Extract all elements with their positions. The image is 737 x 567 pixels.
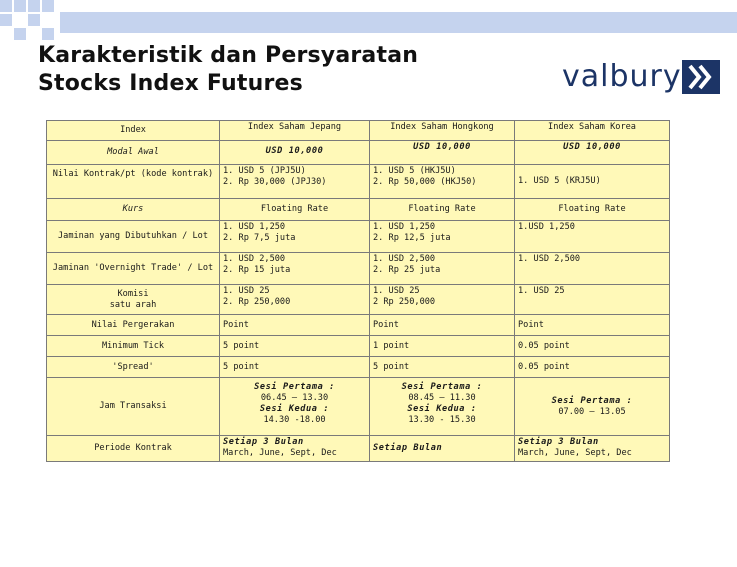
table-cell: USD 10,000: [220, 141, 370, 165]
row-label: Jaminan 'Overnight Trade' / Lot: [47, 253, 220, 285]
row-label: Periode Kontrak: [47, 436, 220, 462]
table-header-row: [47, 121, 670, 141]
page-title: [38, 42, 418, 98]
title-line-1: Karakteristik dan Persyaratan: [38, 43, 419, 68]
corner-squares: [0, 0, 60, 46]
table-cell: Sesi Pertama : 08.45 – 11.30 Sesi Kedua : 13.30 - 15.30: [370, 378, 515, 436]
table-cell: 1. USD 25 2. Rp 250,000: [220, 285, 370, 315]
row-label: Kurs: [47, 199, 220, 221]
table-cell: Floating Rate: [515, 199, 670, 221]
table-cell: 1. USD 1,250 2. Rp 7,5 juta: [220, 221, 370, 253]
table-cell: 0.05 point: [515, 357, 670, 378]
table-row: [47, 199, 670, 221]
row-label: Komisi satu arah: [47, 285, 220, 315]
table-cell: 1. USD 25 2 Rp 250,000: [370, 285, 515, 315]
table-row: [47, 436, 670, 462]
table-cell: 1. USD 5 (JPJ5U) 2. Rp 30,000 (JPJ30): [220, 165, 370, 199]
row-label: Jaminan yang Dibutuhkan / Lot: [47, 221, 220, 253]
table-row: [47, 253, 670, 285]
corner-square: [28, 14, 40, 26]
table-cell: Sesi Pertama : 06.45 – 13.30 Sesi Kedua : 14.30 -18.00: [220, 378, 370, 436]
table-cell: 1. USD 1,250 2. Rp 12,5 juta: [370, 221, 515, 253]
table-cell: USD 10,000: [370, 141, 515, 165]
table-cell: 5 point: [220, 357, 370, 378]
table-row: [47, 141, 670, 165]
corner-square: [14, 28, 26, 40]
corner-square: [14, 0, 26, 12]
table-cell: 1. USD 25: [515, 285, 670, 315]
table-cell: Sesi Pertama : 07.00 – 13.05: [515, 378, 670, 436]
title-line-2: Stocks Index Futures: [38, 71, 303, 96]
row-label: Minimum Tick: [47, 336, 220, 357]
table-row: [47, 221, 670, 253]
corner-square: [42, 28, 54, 40]
table-cell: Setiap Bulan: [370, 436, 515, 462]
corner-square: [0, 14, 12, 26]
table-cell: 1. USD 2,500: [515, 253, 670, 285]
table-cell: 1. USD 5 (KRJ5U): [515, 165, 670, 199]
row-label: Nilai Pergerakan: [47, 315, 220, 336]
corner-square: [28, 0, 40, 12]
table-cell: 1. USD 5 (HKJ5U) 2. Rp 50,000 (HKJ50): [370, 165, 515, 199]
table-cell: Floating Rate: [370, 199, 515, 221]
table-cell: 1. USD 2,500 2. Rp 15 juta: [220, 253, 370, 285]
table-cell: USD 10,000: [515, 141, 670, 165]
table-header-cell: Index Saham Korea: [515, 121, 670, 141]
table-row: [47, 336, 670, 357]
table-header-cell: Index: [47, 121, 220, 141]
table-cell: Setiap 3 Bulan March, June, Sept, Dec: [220, 436, 370, 462]
specs-table: [46, 120, 670, 462]
table-cell: 1. USD 2,500 2. Rp 25 juta: [370, 253, 515, 285]
table-header-cell: Index Saham Jepang: [220, 121, 370, 141]
header-bar: [60, 12, 737, 33]
table-cell: 1 point: [370, 336, 515, 357]
table-row: [47, 285, 670, 315]
row-label: Modal Awal: [47, 141, 220, 165]
table-cell: Floating Rate: [220, 199, 370, 221]
table-row: [47, 165, 670, 199]
row-label: Nilai Kontrak/pt (kode kontrak): [47, 165, 220, 199]
table-row: [47, 378, 670, 436]
table-cell: Point: [220, 315, 370, 336]
table-row: [47, 357, 670, 378]
table-cell: 5 point: [220, 336, 370, 357]
table-cell: Point: [370, 315, 515, 336]
double-chevron-right-icon: [682, 60, 720, 94]
logo-text: valbury: [562, 59, 682, 94]
row-label: Jam Transaksi: [47, 378, 220, 436]
table-header-cell: Index Saham Hongkong: [370, 121, 515, 141]
table-cell: 0.05 point: [515, 336, 670, 357]
table-cell: 5 point: [370, 357, 515, 378]
table-row: [47, 315, 670, 336]
row-label: 'Spread': [47, 357, 220, 378]
table-cell: Setiap 3 Bulan March, June, Sept, Dec: [515, 436, 670, 462]
corner-square: [42, 0, 54, 12]
corner-square: [0, 0, 12, 12]
table-cell: 1.USD 1,250: [515, 221, 670, 253]
table-cell: Point: [515, 315, 670, 336]
